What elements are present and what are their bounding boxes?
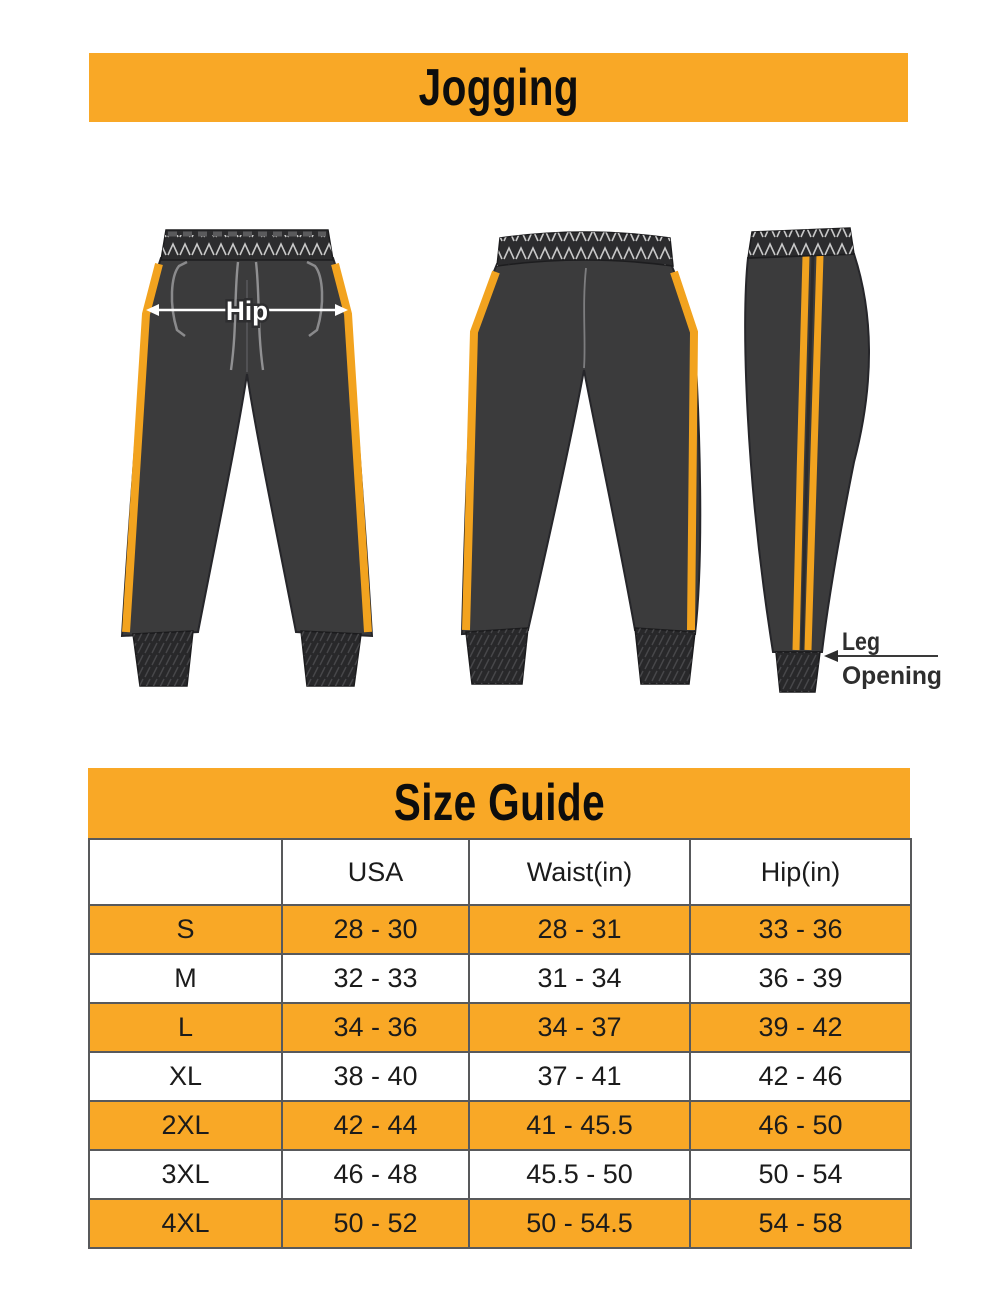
size-cell: L [89,1003,282,1052]
page-title: Jogging [418,58,579,117]
usa-cell: 46 - 48 [282,1150,469,1199]
column-header-size [89,839,282,905]
pants-side-view [740,222,960,700]
hip-cell: 50 - 54 [690,1150,911,1199]
waist-cell: 41 - 45.5 [469,1101,690,1150]
table-row-3xl [89,1150,911,1199]
size-guide-banner [88,768,910,838]
waist-cell: 37 - 41 [469,1052,690,1101]
size-cell: M [89,954,282,1003]
size-cell: 4XL [89,1199,282,1248]
pants-front-view [95,222,375,697]
pants-side-body [744,226,869,692]
column-header-usa: USA [282,839,469,905]
table-row-4xl [89,1199,911,1248]
column-header-waist: Waist(in) [469,839,690,905]
waist-cell: 31 - 34 [469,954,690,1003]
header-row [89,839,911,905]
pants-back-view [455,226,705,696]
usa-cell: 42 - 44 [282,1101,469,1150]
hip-cell: 42 - 46 [690,1052,911,1101]
usa-cell: 38 - 40 [282,1052,469,1101]
size-cell: 2XL [89,1101,282,1150]
usa-cell: 32 - 33 [282,954,469,1003]
hip-cell: 36 - 39 [690,954,911,1003]
size-cell: 3XL [89,1150,282,1199]
usa-cell: 34 - 36 [282,1003,469,1052]
usa-cell: 28 - 30 [282,905,469,954]
table-row-s [89,905,911,954]
leg-opening-label-line1: Leg [842,628,880,656]
table-row-2xl [89,1101,911,1150]
waist-cell: 50 - 54.5 [469,1199,690,1248]
usa-cell: 50 - 52 [282,1199,469,1248]
hip-cell: 54 - 58 [690,1199,911,1248]
size-guide-title: Size Guide [393,774,605,832]
waist-cell: 34 - 37 [469,1003,690,1052]
waist-cell: 28 - 31 [469,905,690,954]
table-row-m [89,954,911,1003]
size-cell: XL [89,1052,282,1101]
hip-cell: 46 - 50 [690,1101,911,1150]
leg-opening-label-line2: Opening [842,662,942,690]
table-row-l [89,1003,911,1052]
hip-cell: 39 - 42 [690,1003,911,1052]
column-header-hip: Hip(in) [690,839,911,905]
hip-cell: 33 - 36 [690,905,911,954]
table-row-xl [89,1052,911,1101]
pants-back-body [462,228,700,684]
waist-cell: 45.5 - 50 [469,1150,690,1199]
hip-measure-label: Hip [226,296,268,326]
size-cell: S [89,905,282,954]
size-guide-table [88,838,912,1249]
title-banner [89,53,908,122]
